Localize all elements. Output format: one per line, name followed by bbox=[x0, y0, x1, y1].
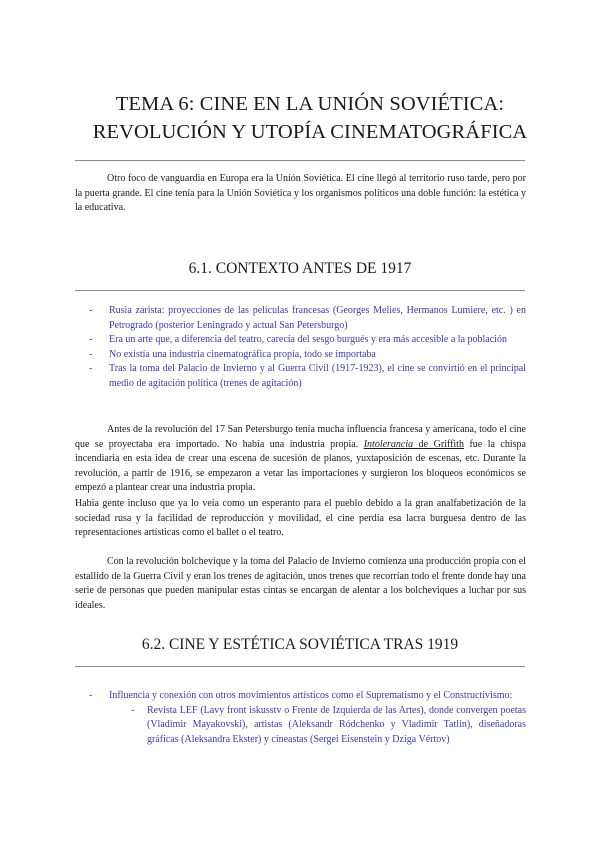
section-1-paragraph-2: Había gente incluso que ya lo veía como un esperanto para el pueblo debido a la gran analfabetización de la sociedad rusa y la facilidad de reproducción y movilidad, el cine perdía esa lacra burguesa dentro de las representaciones artísticas como el ballet o el teatro. bbox=[75, 498, 526, 538]
list-item: - Tras la toma del Palacio de Invierno y al Guerra Civil (1917-1923), el cine se convirtió en el principal medio de agitación política (trenes de agitación) bbox=[89, 363, 526, 389]
list-item: - No existía una industria cinematográfica propia, todo se importaba bbox=[89, 348, 376, 360]
section-2-heading: 6.2. CINE Y ESTÉTICA SOVIÉTICA TRAS 1919 bbox=[141, 636, 459, 653]
section-1-bullet-list bbox=[75, 304, 526, 391]
section-1-divider bbox=[75, 290, 525, 291]
film-title-intolerancia: Intolerancia bbox=[363, 438, 419, 450]
title-divider bbox=[75, 160, 525, 161]
section-1-paragraph-1: Antes de la revolución del 17 San Petersburgo tenía mucha influencia francesa y americana, todo el cine que se proyectaba era importado. No había una industria propia. Intolerancia de Griffith fue la chispa incendiaria en esta idea de crear una escena de sucesión de planos, yuxtaposición de escenas, etc. Durante la revolución, a partir de 1916, se empezaron a vetar las importaciones y surgieron los bloqueos económicos se empezó a plantear crear una industria propia. bbox=[75, 424, 526, 493]
section-1-paragraph-3: Con la revolución bolchevique y la toma del Palacio de Invierno comienza una producción propia con el estallido de la Guerra Civil y eran los trenes de agitación, unos trenes que recorrían todo el frente donde hay una serie de personas que pueden manipular estas cintas se encargan de alentar a los bolcheviques a luchar por sus ideales. bbox=[75, 556, 526, 611]
list-item: - Revista LEF (Lavy front iskusstv o Frente de Izquierda de las Artes), donde convergen poetas (Vladimir Mayakovski), artistas (Aleksandr Ródchenko y Vladimir Tatlin), diseñadoras gráficas (Aleksandra Ekster) y cineastas (Sergei Eisenstein y Dziga Vértov) bbox=[131, 704, 526, 745]
intro-paragraph: Otro foco de vanguardia en Europa era la Unión Soviética. El cine llegó al territorio ruso tarde, pero por la puerta grande. El cine tenía para la Unión Soviética y los organismos políticos una doble función: la estética y la educativa. bbox=[75, 173, 526, 213]
list-item: - Rusia zarista: proyecciones de las películas francesas (Georges Melies, Hermanos Lumiere, etc. ) en Petrogrado (posterior Leningrado y actual San Petersburgo) bbox=[89, 305, 526, 331]
page-title bbox=[60, 90, 560, 146]
list-item: - Influencia y conexión con otros movimientos artísticos como el Suprematismo y el Constructivismo: - Revista LEF (Lavy front iskusstv o Frente de Izquierda de las Artes), donde convergen poetas (Vladimir Mayakovski), artistas (Aleksandr Ródchenko y Vladimir Tatlin), diseñadoras gráficas (Aleksandra Ekster) y cineastas (Sergei Eisenstein y Dziga Vértov) bbox=[75, 689, 526, 747]
section-2-divider bbox=[75, 666, 525, 667]
title-line-2: REVOLUCIÓN Y UTOPÍA CINEMATOGRÁFICA bbox=[92, 121, 528, 143]
section-1-heading: 6.1. CONTEXTO ANTES DE 1917 bbox=[188, 260, 412, 277]
title-line-1: TEMA 6: CINE EN LA UNIÓN SOVIÉTICA: bbox=[115, 93, 505, 115]
list-item: - Era un arte que, a diferencia del teatro, carecía del sesgo burgués y era más accesible a la población bbox=[89, 334, 507, 345]
section-2-sub-list bbox=[109, 704, 526, 748]
section-2-bullet-list bbox=[75, 689, 526, 747]
director-griffith: Griffith bbox=[433, 438, 464, 450]
